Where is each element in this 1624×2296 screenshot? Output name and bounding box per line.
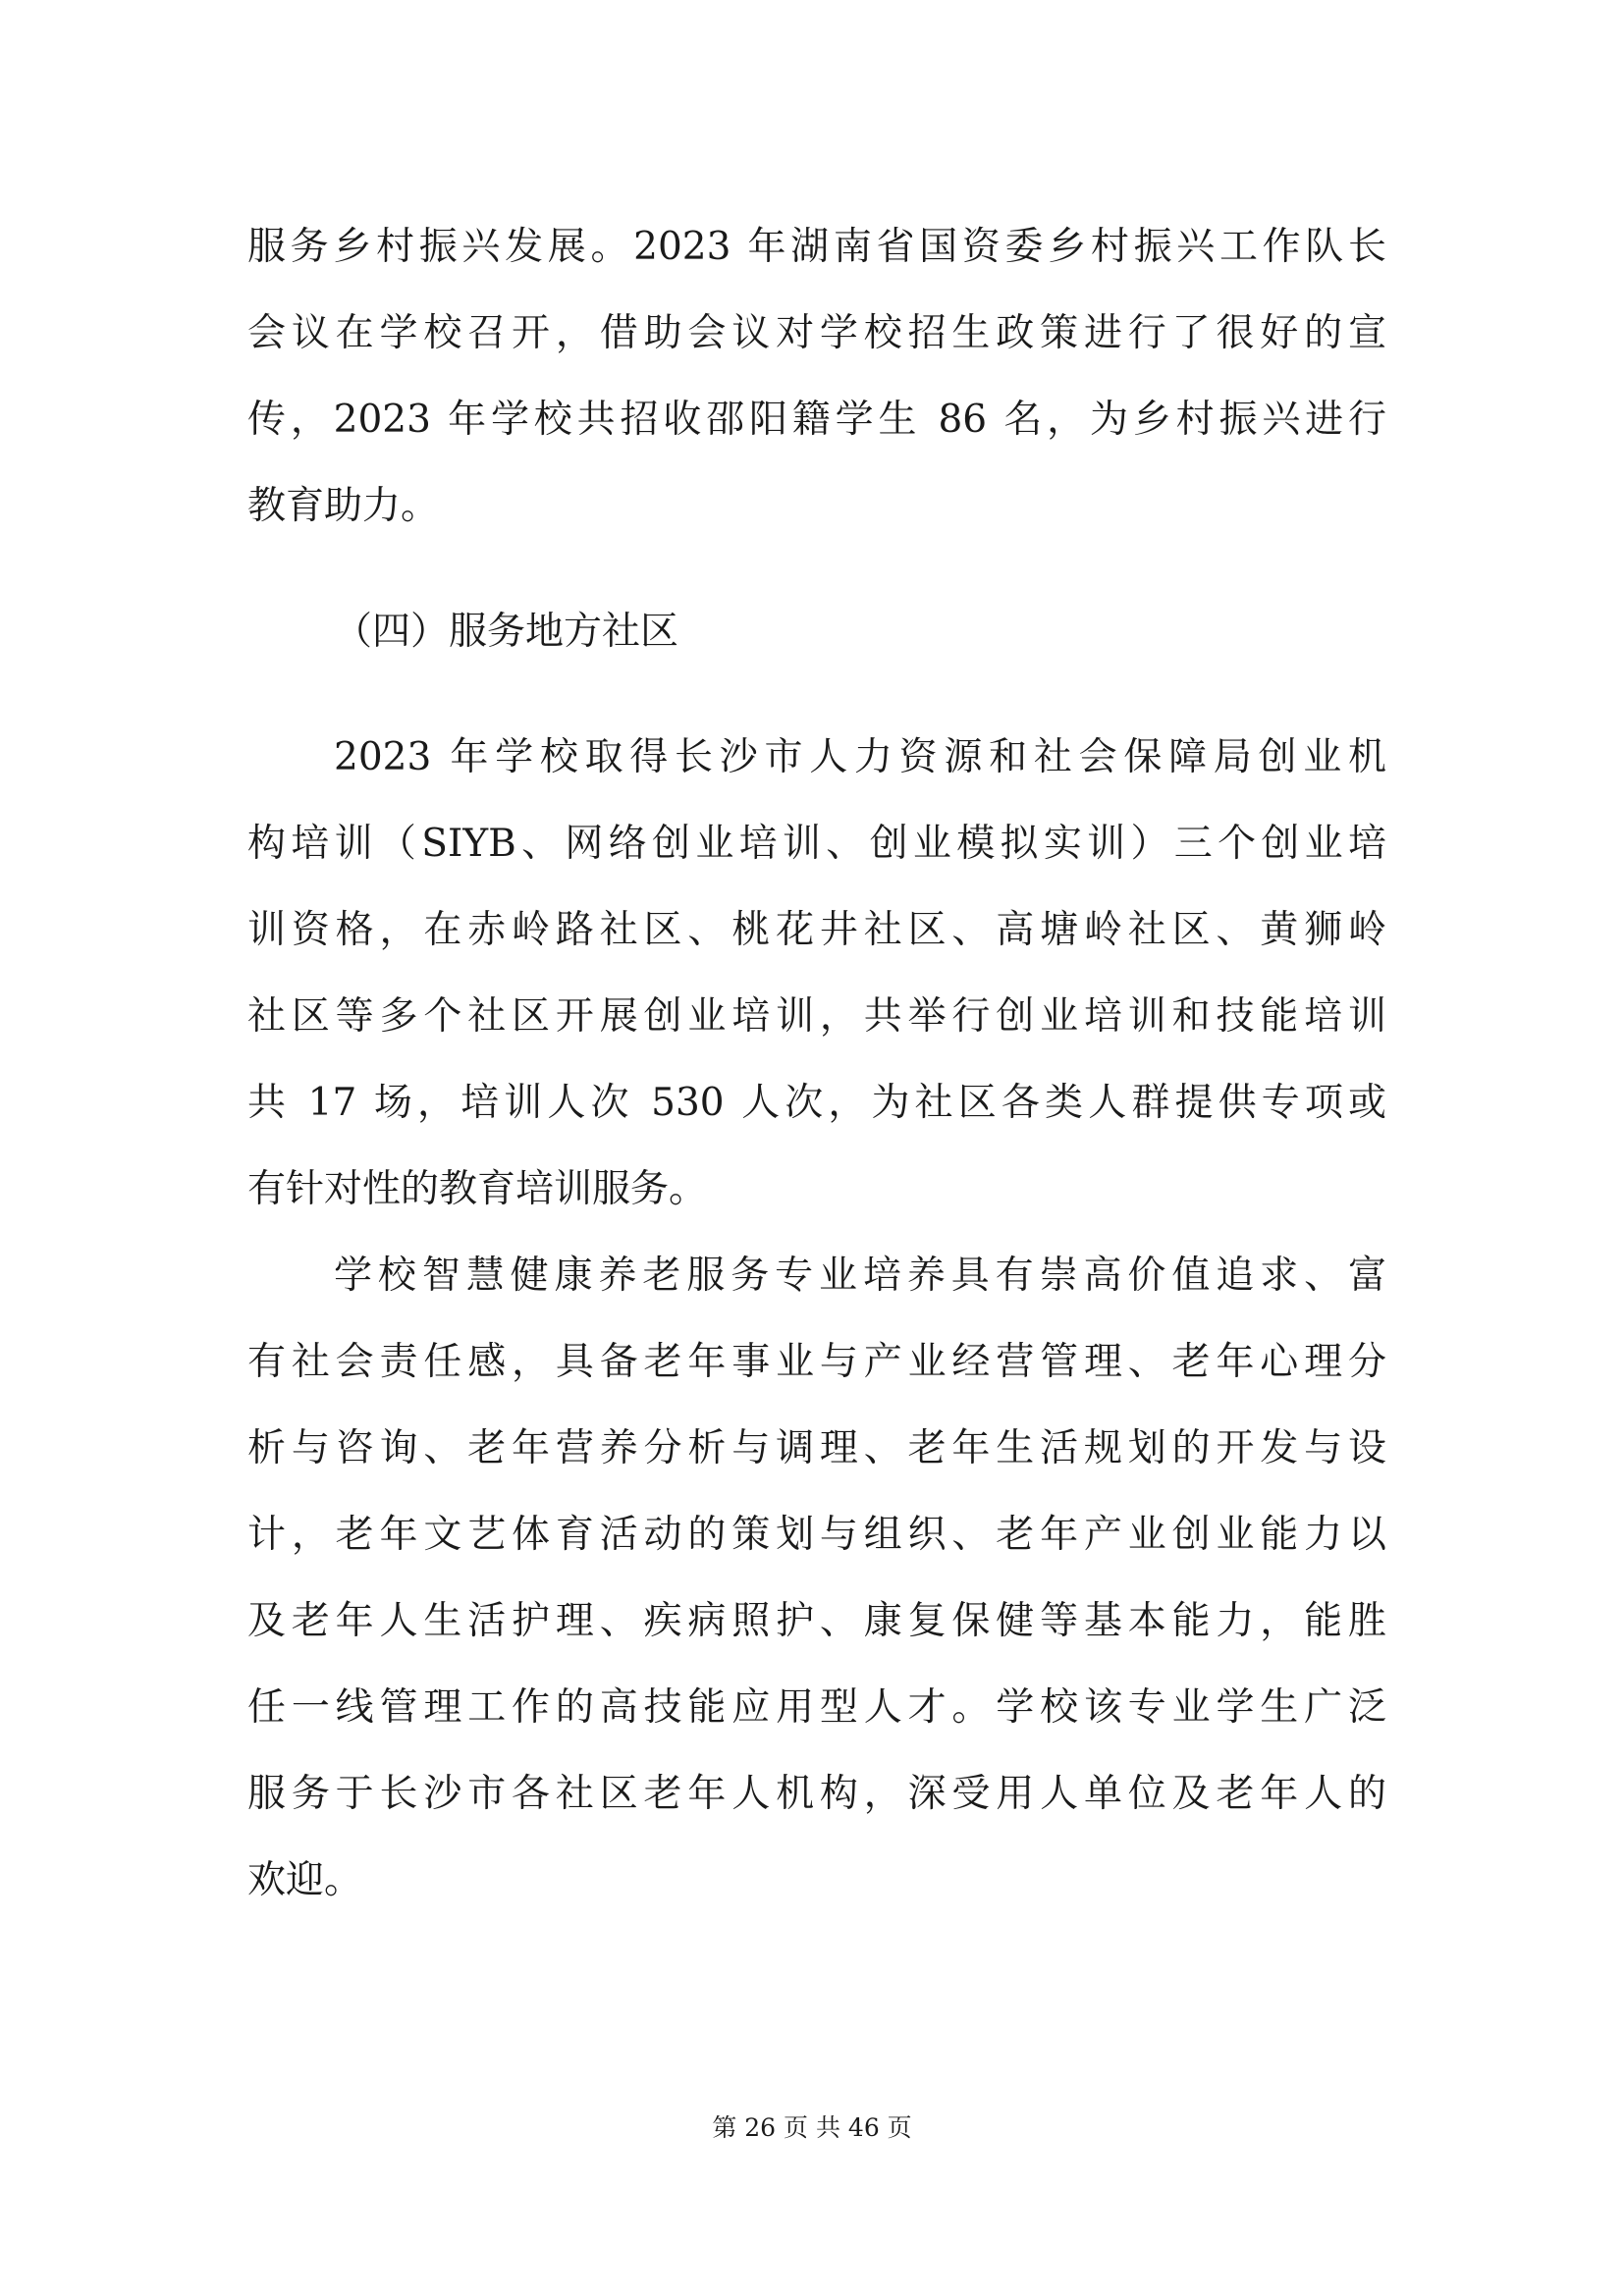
text-line: 教育助力。 [247,484,440,528]
text-line: 传，2023 年学校共招收邵阳籍学生 86 名，为乡村振兴进行 [247,398,1386,442]
text-line: 学校智慧健康养老服务专业培养具有崇高价值追求、富 [334,1254,1386,1298]
text-line: 有社会责任感，具备老年事业与产业经营管理、老年心理分 [247,1340,1386,1384]
text-line: 服务乡村振兴发展。2023 年湖南省国资委乡村振兴工作队长 [247,225,1386,269]
paragraph-rural-revitalization [247,204,1386,550]
section-heading-wrapper [247,589,1386,675]
text-line: 构培训（SIYB、网络创业培训、创业模拟实训）三个创业培 [247,822,1386,866]
text-line: 计，老年文艺体育活动的策划与组织、老年产业创业能力以 [247,1513,1386,1557]
text-line: 2023 年学校取得长沙市人力资源和社会保障局创业机 [334,735,1386,779]
text-line: 服务于长沙市各社区老年人机构，深受用人单位及老年人的 [247,1772,1386,1816]
paragraph-entrepreneurship-training [247,715,1386,1233]
section-heading: （四）服务地方社区 [334,610,679,654]
text-line: 析与咨询、老年营养分析与调理、老年生活规划的开发与设 [247,1426,1386,1470]
text-line: 社区等多个社区开展创业培训，共举行创业培训和技能培训 [247,994,1386,1039]
paragraph-elderly-care-program [247,1233,1386,1924]
page-number-footer: 第 26 页 共 46 页 [712,2113,912,2142]
text-line: 训资格，在赤岭路社区、桃花井社区、高塘岭社区、黄狮岭 [247,908,1386,952]
text-line: 任一线管理工作的高技能应用型人才。学校该专业学生广泛 [247,1685,1386,1730]
page-body [247,204,1386,1924]
text-line: 欢迎。 [247,1858,363,1902]
text-line: 有针对性的教育培训服务。 [247,1167,708,1211]
text-line: 共 17 场，培训人次 530 人次，为社区各类人群提供专项或 [247,1081,1386,1125]
text-line: 及老年人生活护理、疾病照护、康复保健等基本能力，能胜 [247,1599,1386,1643]
text-line: 会议在学校召开，借助会议对学校招生政策进行了很好的宣 [247,311,1386,355]
